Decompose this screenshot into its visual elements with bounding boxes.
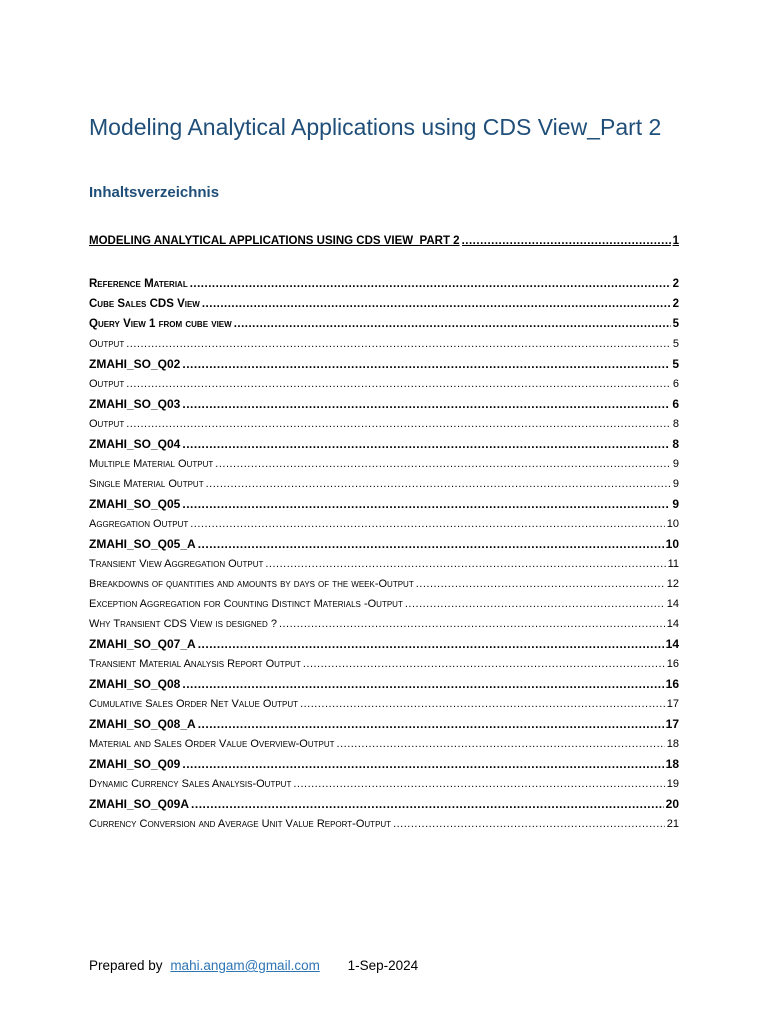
toc-entry[interactable] [89, 694, 679, 714]
toc-leader-dots [337, 734, 665, 754]
toc-leader-dots [191, 794, 664, 814]
toc-entry[interactable] [89, 474, 679, 494]
toc-heading: Inhaltsverzeichnis [89, 184, 220, 201]
toc-entry-title: Material and Sales Order Value Overview-Output [89, 738, 335, 750]
toc-entry[interactable] [89, 434, 679, 454]
toc-entry-title: Transient Material Analysis Report Output [89, 658, 301, 670]
toc-leader-dots [293, 774, 664, 794]
toc-entry-title: Currency Conversion and Average Unit Value Report-Output [89, 818, 392, 830]
toc-entry-title: Transient View Aggregation Output [89, 558, 264, 570]
toc-entry[interactable] [89, 614, 679, 634]
toc-entry-title: Why Transient CDS View is designed ? [89, 618, 277, 630]
toc-entry[interactable] [89, 554, 679, 574]
toc-leader-dots [198, 534, 664, 554]
toc-entry-title: Reference Material [89, 278, 188, 290]
toc-entry-title: Exception Aggregation for Counting Distinct Materials -Output [89, 598, 403, 610]
table-of-contents [89, 231, 679, 834]
toc-entry[interactable] [89, 594, 679, 614]
toc-page-number: 8 [672, 418, 679, 430]
toc-page-number: 11 [667, 558, 679, 570]
toc-page-number: 5 [672, 318, 679, 330]
toc-page-number: 14 [666, 598, 679, 610]
toc-page-number: 10 [666, 518, 679, 530]
toc-leader-dots [462, 231, 671, 251]
toc-entry-title: Single Material Output [89, 478, 204, 490]
toc-leader-dots [182, 394, 670, 414]
toc-leader-dots [182, 434, 670, 454]
toc-entry[interactable] [89, 654, 679, 674]
document-date: 1-Sep-2024 [347, 958, 419, 973]
document-title: Modeling Analytical Applications using CDS View_Part 2 [89, 114, 662, 140]
toc-entry[interactable] [89, 314, 679, 334]
toc-entry[interactable] [89, 734, 679, 754]
toc-entry[interactable] [89, 634, 679, 654]
prepared-by-label: Prepared by [89, 958, 163, 973]
toc-entry[interactable] [89, 454, 679, 474]
toc-entry-title: ZMAHI_SO_Q08 [89, 677, 181, 691]
toc-page-number: 17 [665, 717, 679, 731]
toc-entry[interactable] [89, 494, 679, 514]
toc-page-number: 16 [666, 658, 679, 670]
toc-page-number: 16 [665, 677, 679, 691]
toc-page-number: 18 [666, 738, 679, 750]
toc-page-number: 12 [666, 578, 679, 590]
toc-leader-dots [206, 474, 671, 494]
toc-leader-dots [126, 414, 671, 434]
toc-entry-title: Cumulative Sales Order Net Value Output [89, 698, 299, 710]
toc-leader-dots [126, 334, 671, 354]
toc-page-number: 5 [672, 338, 679, 350]
toc-leader-dots [265, 554, 665, 574]
toc-entry-title: Output [89, 338, 125, 350]
toc-entry-title: Query View 1 from cube view [89, 318, 232, 330]
toc-page-number: 6 [672, 378, 679, 390]
toc-entry-title: MODELING ANALYTICAL APPLICATIONS USING CDS VIEW_PART 2 [89, 235, 460, 247]
toc-leader-dots [393, 814, 665, 834]
toc-entry-title: ZMAHI_SO_Q07_A [89, 637, 196, 651]
toc-leader-dots [416, 574, 665, 594]
toc-entry-title: Aggregation Output [89, 518, 189, 530]
toc-page-number: 17 [666, 698, 679, 710]
toc-entry[interactable] [89, 794, 679, 814]
toc-leader-dots [234, 314, 671, 334]
toc-leader-dots [279, 614, 665, 634]
toc-leader-dots [303, 654, 665, 674]
toc-entry-title: Output [89, 378, 125, 390]
toc-page-number: 8 [672, 437, 679, 451]
toc-page-number: 6 [672, 397, 679, 411]
toc-entry-title: ZMAHI_SO_Q03 [89, 397, 181, 411]
toc-page-number: 14 [666, 618, 679, 630]
toc-entry-title: Breakdowns of quantities and amounts by days of the week-Output [89, 578, 414, 590]
footer [89, 958, 418, 973]
toc-entry[interactable] [89, 354, 679, 374]
toc-leader-dots [182, 674, 663, 694]
toc-page-number: 10 [665, 537, 679, 551]
toc-page-number: 18 [665, 757, 679, 771]
toc-entry-title: ZMAHI_SO_Q09 [89, 757, 181, 771]
toc-entry[interactable] [89, 334, 679, 354]
toc-leader-dots [182, 354, 670, 374]
toc-entry-title: Cube Sales CDS View [89, 298, 200, 310]
toc-entry[interactable] [89, 754, 679, 774]
toc-entry-title: ZMAHI_SO_Q05 [89, 497, 181, 511]
toc-entry[interactable] [89, 374, 679, 394]
toc-leader-dots [182, 494, 670, 514]
toc-entry[interactable] [89, 674, 679, 694]
toc-leader-dots [198, 714, 664, 734]
toc-leader-dots [182, 754, 663, 774]
toc-page-number: 21 [666, 818, 679, 830]
toc-entry-title: ZMAHI_SO_Q04 [89, 437, 181, 451]
toc-entry-title: ZMAHI_SO_Q02 [89, 357, 181, 371]
toc-entry-title: ZMAHI_SO_Q05_A [89, 537, 196, 551]
author-email-link[interactable]: mahi.angam@gmail.com [170, 958, 320, 973]
toc-entry-title: Multiple Material Output [89, 458, 214, 470]
toc-entry[interactable] [89, 814, 679, 834]
toc-entry[interactable] [89, 774, 679, 794]
toc-page-number: 14 [665, 637, 679, 651]
toc-entry-title: ZMAHI_SO_Q09A [89, 797, 190, 811]
toc-leader-dots [202, 294, 671, 314]
toc-entry[interactable] [89, 294, 679, 314]
toc-page-number: 1 [672, 235, 679, 247]
toc-entry[interactable] [89, 394, 679, 414]
toc-entry[interactable] [89, 714, 679, 734]
toc-leader-dots [215, 454, 671, 474]
toc-entry[interactable] [89, 534, 679, 554]
toc-leader-dots [300, 694, 665, 714]
toc-page-number: 9 [672, 458, 679, 470]
toc-leader-dots [190, 514, 665, 534]
toc-entry[interactable] [89, 514, 679, 534]
toc-page-number: 5 [672, 357, 679, 371]
toc-entry-title: ZMAHI_SO_Q08_A [89, 717, 196, 731]
toc-leader-dots [198, 634, 664, 654]
toc-leader-dots [126, 374, 671, 394]
toc-page-number: 19 [666, 778, 679, 790]
toc-leader-dots [405, 594, 665, 614]
toc-page-number: 2 [672, 278, 679, 290]
toc-leader-dots [190, 274, 671, 294]
toc-entry[interactable] [89, 274, 679, 294]
toc-entry-title: Output [89, 418, 125, 430]
toc-entry[interactable] [89, 231, 679, 251]
toc-page-number: 9 [672, 497, 679, 511]
toc-page-number: 20 [665, 797, 679, 811]
toc-entry[interactable] [89, 414, 679, 434]
toc-page-number: 2 [672, 298, 679, 310]
toc-page-number: 9 [672, 478, 679, 490]
toc-entry-title: Dynamic Currency Sales Analysis-Output [89, 778, 292, 790]
toc-entry[interactable] [89, 574, 679, 594]
